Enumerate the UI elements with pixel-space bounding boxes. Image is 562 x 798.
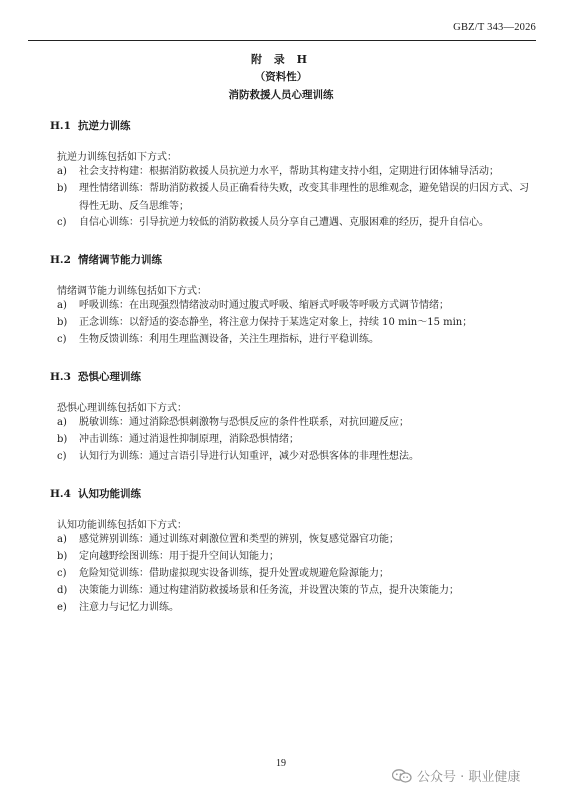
list-text: 脱敏训练：通过消除恐惧刺激物与恐惧反应的条件性联系，对抗回避反应；: [79, 417, 409, 428]
page-number: 19: [276, 758, 286, 769]
annex-name: 消防救援人员心理训练: [228, 89, 334, 101]
list-text: 危险知觉训练：借助虚拟现实设备训练，提升处置或规避危险源能力；: [79, 568, 389, 579]
list-item: [57, 431, 537, 449]
list-marker: b): [57, 183, 68, 194]
list-text: 自信心训练：引导抗逆力较低的消防救援人员分享自己遭遇、克服困难的经历，提升自信心。: [79, 217, 489, 228]
list-item: [57, 163, 537, 181]
section-intro: 认知功能训练包括如下方式：: [57, 520, 187, 531]
list-item: [57, 531, 537, 549]
list-text: 感觉辨别训练：通过训练对刺激位置和类型的辨别，恢复感觉器官功能；: [79, 534, 399, 545]
section-number: H.2: [50, 254, 71, 266]
list-marker: a): [57, 534, 67, 545]
wechat-official-account-icon: [392, 769, 412, 783]
list-item: [57, 582, 537, 600]
section-intro: 情绪调节能力训练包括如下方式：: [57, 286, 207, 297]
watermark: [392, 766, 520, 785]
list-item: [57, 548, 537, 566]
section-heading: [50, 486, 141, 501]
list-item: [57, 599, 537, 617]
list-text: 理性情绪训练：帮助消防救援人员正确看待失败，改变其非理性的思维观念，避免错误的归因方式、习得性无助、反刍思维等；: [79, 183, 529, 212]
section-heading: [50, 252, 162, 267]
list-text: 社会支持构建：根据消防救援人员抗逆力水平，帮助其构建支持小组，定期进行团体辅导活动；: [79, 166, 499, 177]
list-item: [57, 448, 537, 466]
list-text: 呼吸训练：在出现强烈情绪波动时通过腹式呼吸、缩唇式呼吸等呼吸方式调节情绪；: [79, 300, 449, 311]
section-title: 抗逆力训练: [78, 120, 131, 132]
list-item: [57, 414, 537, 432]
list-text: 冲击训练：通过消退性抑制原理，消除恐惧情绪；: [79, 434, 299, 445]
standard-code: GBZ/T 343—2026: [453, 22, 536, 33]
section-number: H.4: [50, 488, 71, 500]
annex-nature: （资料性）: [254, 71, 308, 83]
list-marker: e): [57, 602, 67, 613]
list-item: [57, 297, 537, 315]
list-text: 生物反馈训练：利用生理监测设备，关注生理指标，进行平稳训练。: [79, 334, 379, 345]
list-text: 决策能力训练：通过构建消防救援场景和任务流，并设置决策的节点，提升决策能力；: [79, 585, 459, 596]
list-item: [57, 565, 537, 583]
list-marker: c): [57, 451, 67, 462]
section-number: H.1: [50, 120, 71, 132]
list-text: 认知行为训练：通过言语引导进行认知重评，减少对恐惧客体的非理性想法。: [79, 451, 419, 462]
list-marker: a): [57, 300, 67, 311]
list-text: 注意力与记忆力训练。: [79, 602, 179, 613]
section-intro: 抗逆力训练包括如下方式：: [57, 152, 177, 163]
list-text: 正念训练：以舒适的姿态静坐，将注意力保持于某选定对象上，持续 10 min～15 min；: [79, 317, 473, 328]
section-heading: [50, 118, 131, 133]
list-item: [57, 180, 537, 215]
list-marker: c): [57, 568, 67, 579]
list-marker: d): [57, 585, 68, 596]
watermark-text: 公众号 · 职业健康: [417, 770, 521, 785]
list-item: [57, 314, 537, 332]
list-item: [57, 331, 537, 349]
section-title: 恐惧心理训练: [78, 371, 141, 383]
section-title: 情绪调节能力训练: [78, 254, 162, 266]
section-title: 认知功能训练: [78, 488, 141, 500]
list-item: [57, 214, 537, 232]
list-marker: b): [57, 434, 68, 445]
list-marker: a): [57, 166, 67, 177]
list-marker: b): [57, 317, 68, 328]
header-rule: [28, 40, 536, 41]
section-heading: [50, 369, 141, 384]
list-marker: c): [57, 334, 67, 345]
list-marker: a): [57, 417, 67, 428]
section-number: H.3: [50, 371, 71, 383]
list-marker: c): [57, 217, 67, 228]
list-marker: b): [57, 551, 68, 562]
section-intro: 恐惧心理训练包括如下方式：: [57, 403, 187, 414]
list-text: 定向越野绘图训练：用于提升空间认知能力；: [79, 551, 279, 562]
annex-title: 附 录 H: [250, 53, 312, 66]
